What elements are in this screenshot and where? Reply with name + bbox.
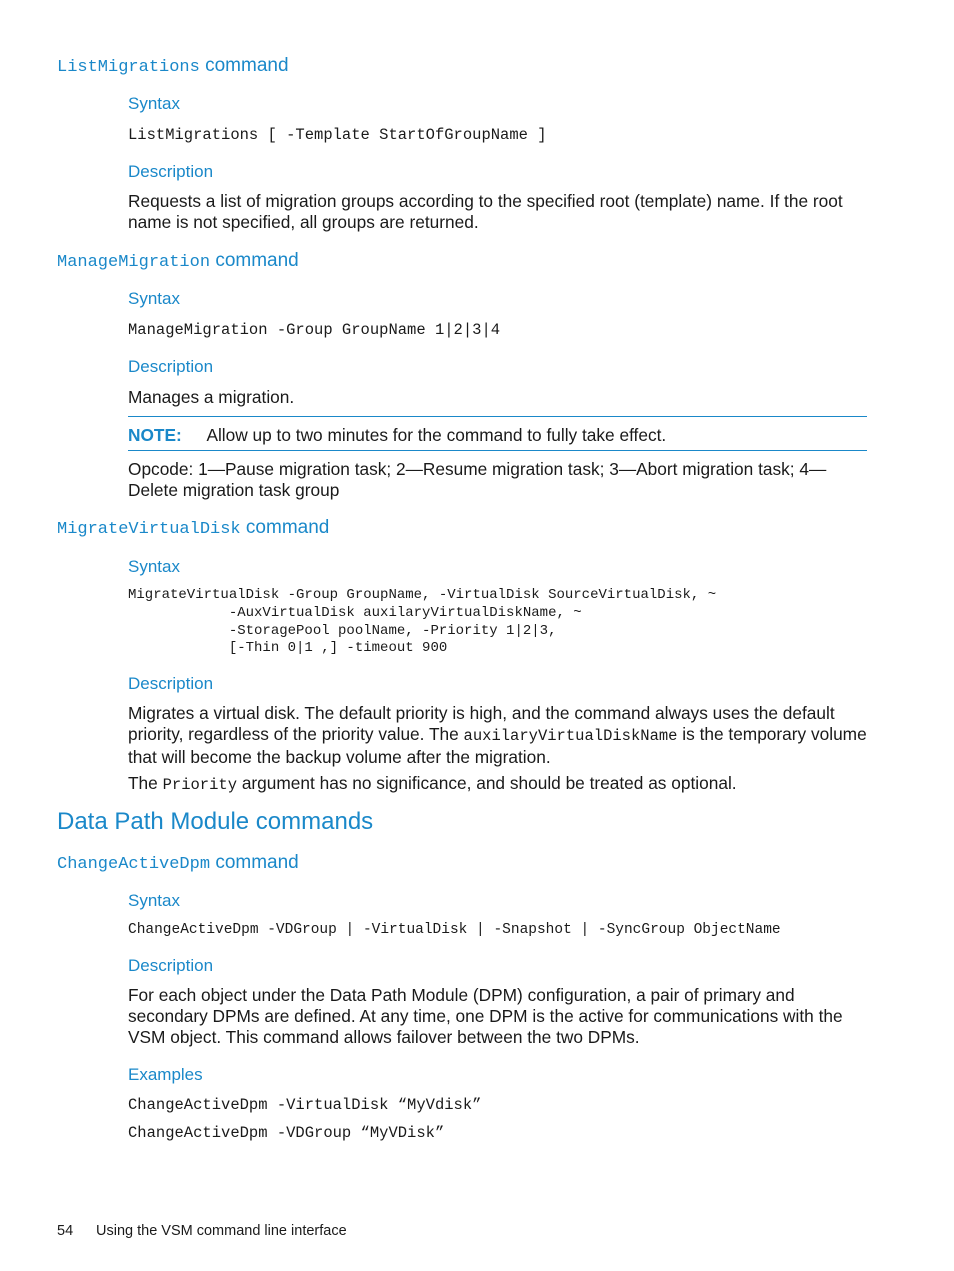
- syntax-line: -AuxVirtualDisk auxilaryVirtualDiskName, ~: [128, 604, 582, 621]
- syntax-label: Syntax: [128, 289, 180, 308]
- opcode-text: Opcode: 1—Pause migration task; 2—Resume migration task; 3—Abort migration task; 4—Delete migration task group: [128, 459, 827, 500]
- note-bottom-rule: [128, 450, 867, 451]
- command-name: MigrateVirtualDisk: [57, 520, 241, 539]
- description-part: argument has no significance, and should be treated as optional.: [237, 773, 737, 793]
- note-text: Allow up to two minutes for the command to fully take effect.: [206, 425, 667, 445]
- syntax-label: Syntax: [128, 94, 180, 113]
- command-suffix: command: [245, 517, 330, 538]
- description-part: is the temporary volume that will become the backup volume after the migration.: [128, 724, 867, 767]
- section-title: Data Path Module commands: [57, 808, 374, 835]
- note-label: NOTE:: [128, 425, 182, 445]
- description-text: [128, 703, 868, 768]
- syntax-code: ListMigrations [ -Template StartOfGroupName ]: [128, 126, 547, 144]
- note-top-rule: [128, 416, 867, 417]
- footer-chapter: Using the VSM command line interface: [96, 1223, 347, 1239]
- syntax-code: ChangeActiveDpm -VDGroup | -VirtualDisk | -Snapshot | -SyncGroup ObjectName: [128, 922, 781, 938]
- examples-label: Examples: [128, 1065, 203, 1084]
- command-suffix: command: [205, 55, 289, 76]
- syntax-label: Syntax: [128, 557, 180, 576]
- changeactivedpm-heading: [57, 852, 299, 874]
- description-text: Requests a list of migration groups according to the specified root (template) name. If the root name is not specified, all groups are returned.: [128, 191, 843, 232]
- syntax-line: MigrateVirtualDisk -Group GroupName, -VirtualDisk SourceVirtualDisk, ~: [128, 587, 717, 603]
- aux-disk-term: auxilaryVirtualDiskName: [463, 727, 678, 745]
- syntax-code: ManageMigration -Group GroupName 1|2|3|4: [128, 321, 501, 339]
- description-part: The: [128, 773, 163, 793]
- syntax-line: [-Thin 0|1 ,] -timeout 900: [128, 640, 448, 657]
- managemigration-heading: [57, 250, 299, 272]
- description-label: Description: [128, 674, 214, 693]
- syntax-line: -StoragePool poolName, -Priority 1|2|3,: [128, 622, 557, 639]
- command-name: ManageMigration: [57, 253, 211, 272]
- description-part: Migrates a virtual disk. The default priority is high, and the command always uses the default priority, regardless of the priority value. The: [128, 703, 835, 744]
- priority-note: [128, 773, 868, 796]
- syntax-code-block: [128, 587, 716, 658]
- example-code: ChangeActiveDpm -VDGroup “MyVDisk”: [128, 1124, 445, 1142]
- migratevirtualdisk-heading: [57, 517, 329, 539]
- description-label: Description: [128, 956, 214, 975]
- description-text: Manages a migration.: [128, 387, 295, 407]
- priority-term: Priority: [162, 776, 238, 794]
- description-text: For each object under the Data Path Module (DPM) configuration, a pair of primary and secondary DPMs are defined. At any time, one DPM is the active for communications with the VSM object. This command allows failover between the two DPMs.: [128, 985, 843, 1047]
- command-name: ListMigrations: [57, 58, 200, 77]
- listmigrations-heading: [57, 55, 289, 77]
- command-suffix: command: [215, 852, 299, 873]
- description-label: Description: [128, 162, 214, 181]
- note: [128, 425, 666, 446]
- page-number: 54: [57, 1223, 74, 1239]
- description-label: Description: [128, 357, 214, 376]
- syntax-label: Syntax: [128, 891, 180, 910]
- example-code: ChangeActiveDpm -VirtualDisk “MyVdisk”: [128, 1096, 482, 1114]
- command-name: ChangeActiveDpm: [57, 855, 211, 874]
- command-suffix: command: [215, 250, 299, 271]
